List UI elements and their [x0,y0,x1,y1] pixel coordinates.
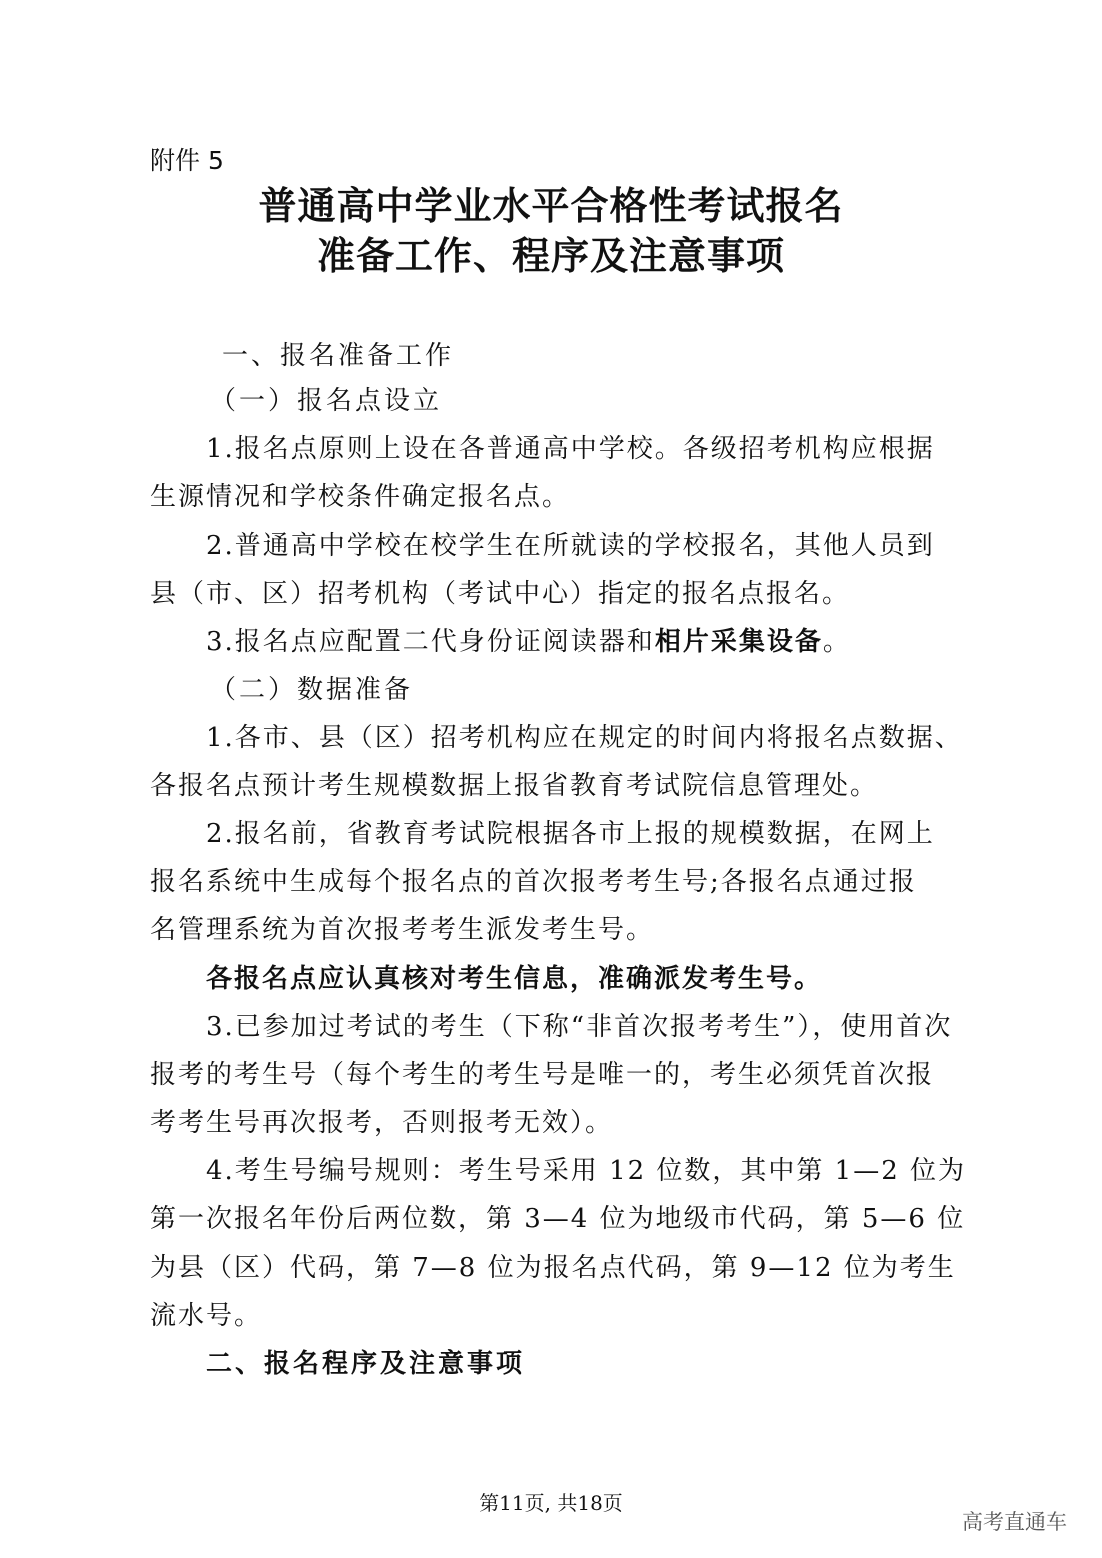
paragraph-line: 1.各市、县（区）招考机构应在规定的时间内将报名点数据、 [206,723,963,753]
attachment-label: 附件 5 [150,146,224,175]
paragraph-line: 2.报名前，省教育考试院根据各市上报的规模数据，在网上 [206,819,935,849]
section-2-heading: 二、报名程序及注意事项 [206,1349,526,1379]
paragraph-line: 报考的考生号（每个考生的考生号是唯一的，考生必须凭首次报 [150,1060,935,1090]
paragraph-line: 为县（区）代码，第 7—8 位为报名点代码，第 9—12 位为考生 [150,1253,956,1283]
document-title-line-1: 普通高中学业水平合格性考试报名 [258,183,844,228]
paragraph-line: 流水号。 [150,1301,263,1331]
paragraph-line: 4.考生号编号规则：考生号采用 12 位数，其中第 1—2 位为 [206,1156,967,1186]
subsection-1-heading: （一）报名点设立 [210,386,443,416]
bold-emphasis-line: 各报名点应认真核对考生信息，准确派发考生号。 [206,964,823,994]
paragraph-line [206,625,851,659]
paragraph-line: 生源情况和学校条件确定报名点。 [150,482,571,512]
page-number: 第11页, 共18页 [479,1491,623,1515]
paragraph-line: 考考生号再次报考，否则报考无效）。 [150,1108,614,1138]
section-1-heading: 一、报名准备工作 [222,341,455,371]
bold-emphasis: 相片采集设备 [654,627,823,657]
paragraph-line: 报名系统中生成每个报名点的首次报考考生号;各报名点通过报 [150,867,917,897]
paragraph-line: 县（市、区）招考机构（考试中心）指定的报名点报名。 [150,579,851,609]
paragraph-line: 名管理系统为首次报考考生派发考生号。 [150,915,655,945]
paragraph-text: 。 [822,627,851,657]
paragraph-line: 1.报名点原则上设在各普通高中学校。各级招考机构应根据 [206,434,935,464]
document-title-line-2: 准备工作、程序及注意事项 [316,233,785,278]
paragraph-text: 3.报名点应配置二代身份证阅读器和 [206,627,655,657]
watermark: 高考直通车 [962,1510,1067,1534]
paragraph-line: 2.普通高中学校在校学生在所就读的学校报名，其他人员到 [206,531,935,561]
paragraph-line: 3.已参加过考试的考生（下称“非首次报考考生”），使用首次 [206,1012,953,1042]
paragraph-line: 各报名点预计考生规模数据上报省教育考试院信息管理处。 [150,771,879,801]
paragraph-line: 第一次报名年份后两位数，第 3—4 位为地级市代码，第 5—6 位 [150,1204,966,1234]
subsection-2-heading: （二）数据准备 [210,675,414,705]
